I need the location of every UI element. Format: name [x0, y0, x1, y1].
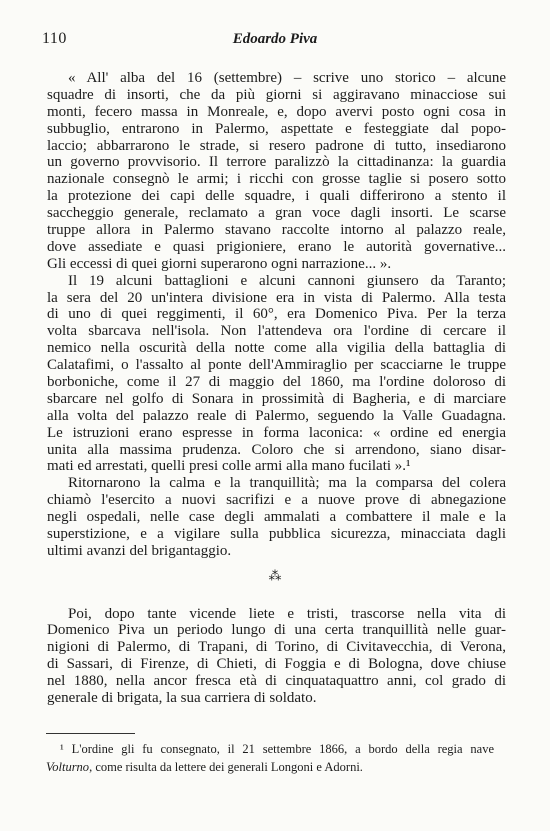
- text-line: mati ed arrestati, quelli presi colle armi alla mano fucilati ».¹: [47, 458, 411, 475]
- text-line: la protezione dei capi delle squadre, i quali differirono a stento il: [47, 188, 506, 205]
- text-line: Ritornarono la calma e la tranquillità; ma la comparsa del colera: [68, 475, 506, 492]
- text-line: ultimi avanzi del brigantaggio.: [47, 542, 232, 559]
- asterism-separator: ⁂: [268, 569, 282, 584]
- text-line: la sera del 20 un'intera divisione era in vista di Palermo. Alla testa: [47, 289, 506, 306]
- text-line: dove assediate e quasi prigioniere, erano le autorità governative...: [47, 238, 506, 255]
- text-line: nazionale consegnò le armi; i ricchi con grosse taglie si posero sotto: [47, 171, 506, 188]
- text-line: Poi, dopo tante vicende liete e tristi, trascorse nella vita di: [68, 605, 506, 622]
- text-line: generale di brigata, la sua carriera di soldato.: [47, 689, 317, 706]
- text-line: chiamò l'esercito a nuovi sacrifizi e a nuove prove di abnegazione: [47, 492, 506, 509]
- text-line: di uno di quei reggimenti, il 60°, era Domenico Piva. Per la terza: [47, 306, 506, 323]
- paragraph-cholera: [47, 475, 506, 559]
- footnote-line: [46, 759, 494, 777]
- text-line: nel 1880, nella ancor fresca età di cinquataquattro anni, col grado di: [47, 673, 506, 690]
- text-line: borboniche, come il 27 di maggio del 1860, ma l'ordine doloroso di: [47, 374, 506, 391]
- text-line: negli ospedali, nelle case degli ammalati a combattere il male e la: [47, 509, 506, 526]
- text-line: sbarcare nel golfo di Sonara in prossimità di Bagheria, e di marciare: [47, 390, 506, 407]
- text-line: truppe allora in Palermo stavano raccolte intorno al palazzo reale,: [47, 222, 506, 239]
- main-text-block: [47, 70, 506, 560]
- text-line: superstizione, e a vigilare sulla pubblica sicurezza, minacciata dagli: [47, 526, 506, 543]
- footnote: [46, 741, 494, 776]
- text-line: volta sbarcava nell'isola. Non l'attendeva ora l'ordine di cercare il: [47, 323, 506, 340]
- footnote-rule: [46, 733, 135, 734]
- text-line: subbuglio, entrarono in Palermo, aspettate e festeggiate dal popo-: [47, 120, 506, 137]
- footnote-text: , come risulta da lettere dei generali Longoni e Adorni.: [89, 759, 363, 774]
- text-line: nemico nella oscurità della notte come alla vigilia della battaglia di: [47, 340, 506, 357]
- text-line: monti, fecero massa in Monreale, e, dopo avervi posto ogni cosa in: [47, 103, 506, 120]
- text-line: alla volta del palazzo reale di Palermo, seguendo la Valle Guadagna.: [47, 407, 506, 424]
- text-line: nigioni di Palermo, di Trapani, di Torino, di Civitavecchia, di Verona,: [47, 639, 506, 656]
- text-line: saccheggio generale, reclamato a gran voce dagli insorti. Le scarse: [47, 205, 506, 222]
- text-line: Calatafimi, o l'assalto al ponte dell'Ammiraglio per scacciarne le truppe: [47, 357, 506, 374]
- text-line: squadre di insorti, che da più giorni si aggiravano minacciose sui: [47, 86, 506, 103]
- text-line: Domenico Piva un periodo lungo di una certa tranquillità nelle guar-: [47, 622, 506, 639]
- text-line: laccio; abbarrarono le strade, si resero padrone di tutto, insediarono: [47, 137, 506, 154]
- text-line: Gli eccessi di quei giorni superarono ogni narrazione... ».: [47, 255, 392, 272]
- paragraph-landing: [47, 273, 506, 476]
- text-line: Il 19 alcuni battaglioni e alcuni cannoni giunsero da Taranto;: [68, 272, 506, 289]
- text-line: « All' alba del 16 (settembre) – scrive uno storico – alcune: [68, 70, 506, 86]
- paragraph-career: [47, 606, 506, 707]
- footnote-line: ¹ L'ordine gli fu consegnato, il 21 settembre 1866, a bordo della regia nave: [60, 742, 494, 756]
- text-line: unita alla massima prudenza. Coloro che si arrendono, siano disar-: [47, 441, 506, 458]
- ship-name: Volturno: [46, 759, 90, 774]
- text-line: un governo provvisorio. Il terrore paralizzò la cittadinanza: la guardia: [47, 154, 506, 171]
- paragraph-quotation: [47, 70, 506, 273]
- text-line: di Sassari, di Firenze, di Chieti, di Foggia e di Bologna, dove chiuse: [47, 656, 506, 673]
- running-title: Edoardo Piva: [232, 31, 318, 47]
- page-number: 110: [42, 30, 67, 47]
- text-line: Le istruzioni erano espresse in forma laconica: « ordine ed energia: [47, 424, 506, 441]
